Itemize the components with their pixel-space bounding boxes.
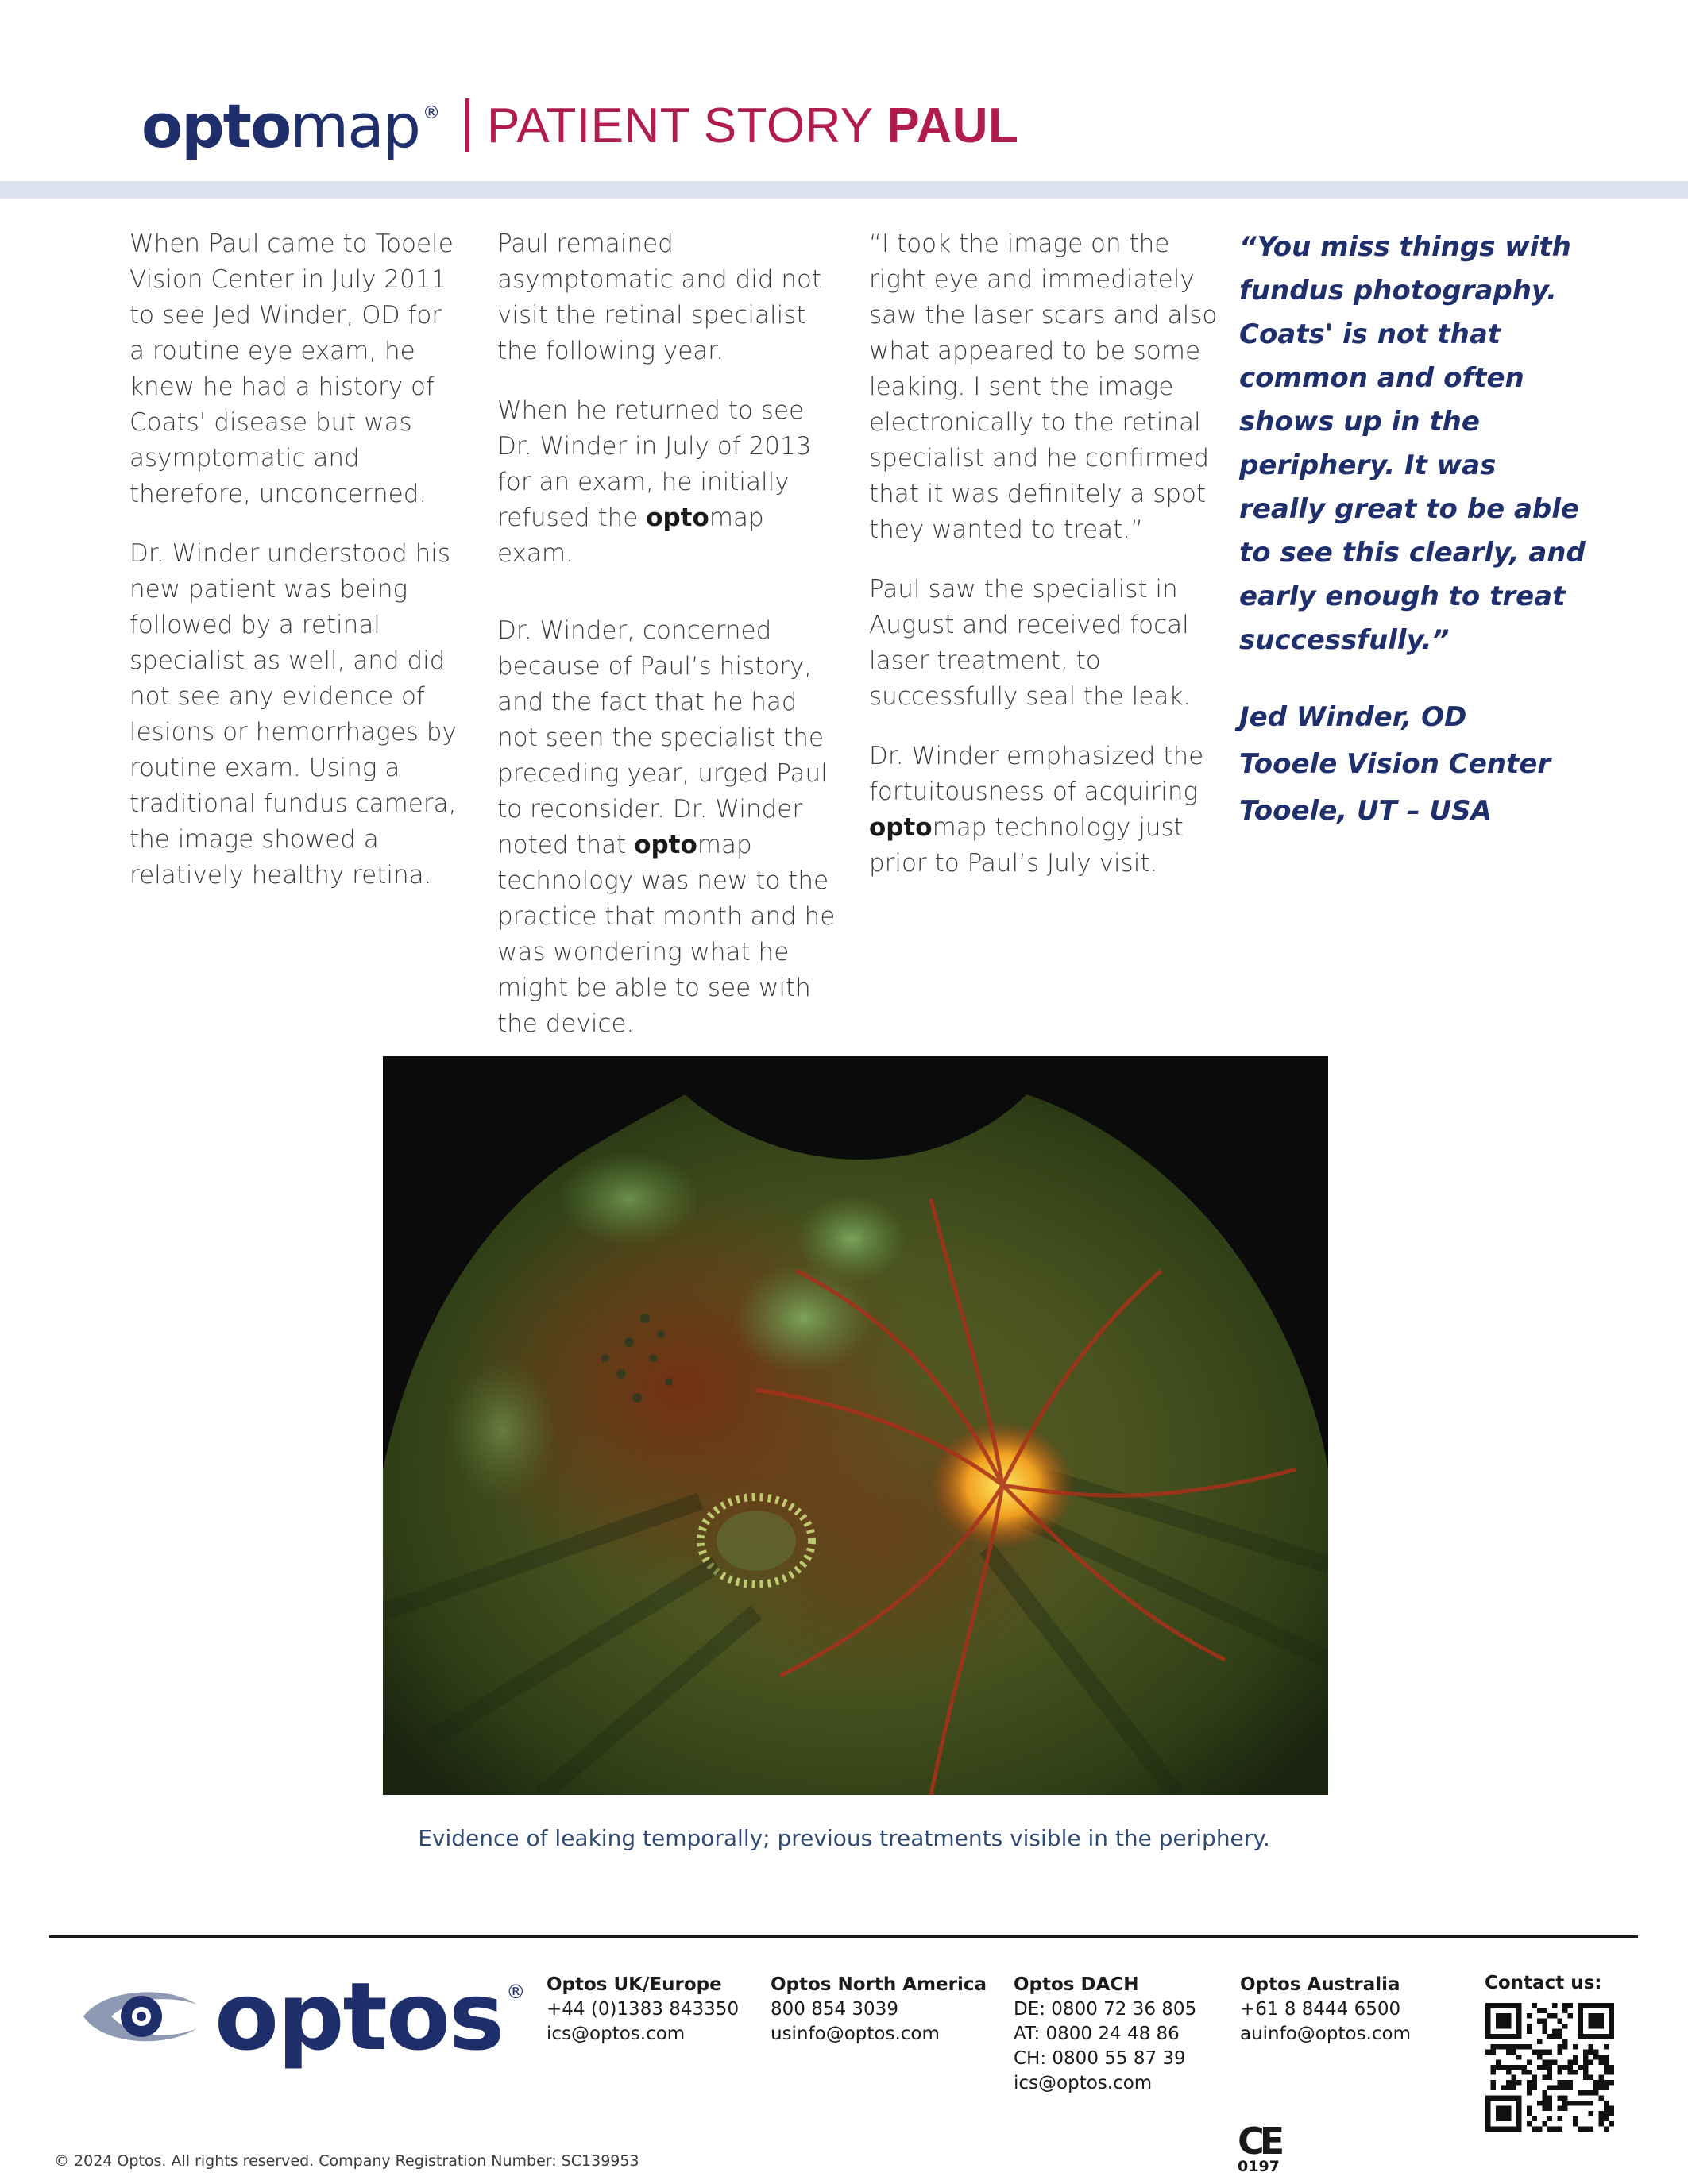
office-phone-at: AT: 0800 24 48 86 — [1014, 2024, 1180, 2044]
office-email: ics@optos.com — [1014, 2073, 1153, 2093]
optomap-logo — [141, 91, 438, 161]
col3-paragraph-1: “I took the image on the right eye and immediately saw the laser scars and also what appeared to be some leaking. I sent the image electronically to the retinal specialist and he confirmed that it was definitely a spot they wanted to treat.” — [869, 230, 1218, 544]
office-phone: 800 854 3039 — [771, 1999, 898, 2020]
office-dach — [1014, 1973, 1196, 2096]
office-email: ics@optos.com — [547, 2024, 686, 2044]
optomap-logo-regular: map — [290, 90, 420, 161]
col2-p2-text-end: map exam. — [497, 504, 764, 568]
footer-divider — [49, 1935, 1638, 1938]
col2-p3-brand: opto — [634, 831, 697, 859]
contact-label: Contact us: — [1485, 1973, 1602, 1993]
office-email: usinfo@optos.com — [771, 2024, 940, 2044]
col2-p2-brand: opto — [646, 504, 709, 532]
optos-registered-mark: ® — [506, 1981, 526, 2003]
col3-paragraph-2: Paul saw the specialist in August and received focal laser treatment, to successfully seal the leak. — [869, 575, 1192, 711]
eye-icon — [79, 1981, 199, 2052]
col3-p3-text: Dr. Winder emphasized the fortuitousness of acquiring — [869, 742, 1204, 806]
ce-mark-number: 0197 — [1238, 2158, 1280, 2175]
col2-p3-text-end: map technology was new to the practice that month and he was wondering what he might be able to see with the device. — [497, 831, 836, 1038]
office-title: Optos Australia — [1240, 1974, 1400, 1995]
retina-image-drawing — [383, 1056, 1328, 1795]
office-title: Optos UK/Europe — [547, 1974, 722, 1995]
col3-paragraph-3 — [869, 739, 1219, 882]
office-uk-europe — [547, 1973, 739, 2047]
header-band — [0, 181, 1688, 199]
office-phone-de: DE: 0800 72 36 805 — [1014, 1999, 1197, 2020]
story-column-3 — [869, 226, 1219, 905]
retina-image — [383, 1056, 1328, 1795]
page-title — [487, 98, 1018, 154]
header-divider — [465, 98, 469, 152]
col2-p2-text: When he returned to see Dr. Winder in July of 2013 for an exam, he initially refused the — [497, 396, 812, 532]
col2-p3-text: Dr. Winder, concerned because of Paul’s history, and the fact that he had not seen the specialist the preceding year, urged Paul to reconsider. Dr. Winder noted that — [497, 616, 828, 859]
qr-code-icon[interactable] — [1485, 2003, 1614, 2132]
office-australia — [1240, 1973, 1411, 2047]
story-column-1 — [129, 226, 463, 917]
attribution-name: Jed Winder, OD — [1239, 701, 1467, 733]
office-email: auinfo@optos.com — [1240, 2024, 1411, 2044]
col3-p3-brand: opto — [869, 813, 933, 842]
col2-paragraph-1: Paul remained asymptomatic and did not visit the retinal specialist the following year. — [497, 230, 822, 365]
quote-attribution — [1239, 694, 1605, 835]
story-column-2 — [497, 226, 839, 1066]
col1-paragraph-1: When Paul came to Tooele Vision Center in July 2011 to see Jed Winder, OD for a routine eye exam, he knew he had a history of Coats' disease but was asymptomatic and therefore, unconcerned. — [129, 230, 454, 508]
pull-quote: “You miss things with fundus photography. Coats' is not that common and often shows up in the periphery. It was really great to be able to see this clearly, and early enough to treat successfully.” — [1239, 231, 1586, 656]
optos-logo-text: optos — [214, 1962, 504, 2071]
col1-paragraph-2: Dr. Winder understood his new patient was being followed by a retinal specialist as well, and did not see any evidence of lesions or hemorrhages by routine exam. Using a traditional fundus camera, the image showed a relatively healthy retina. — [129, 539, 457, 889]
office-phone-ch: CH: 0800 55 87 39 — [1014, 2048, 1186, 2069]
page-header — [141, 86, 1018, 165]
office-title: Optos North America — [771, 1974, 987, 1995]
office-north-america — [771, 1973, 987, 2047]
attribution-practice: Tooele Vision Center — [1239, 748, 1551, 780]
optomap-logo-bold: opto — [141, 90, 291, 161]
office-title: Optos DACH — [1014, 1974, 1139, 1995]
ce-mark — [1238, 2120, 1280, 2175]
office-phone: +61 8 8444 6500 — [1240, 1999, 1401, 2020]
office-phone: +44 (0)1383 843350 — [547, 1999, 740, 2020]
page-title-prefix: PATIENT STORY — [487, 98, 887, 153]
page-title-name: PAUL — [886, 98, 1019, 153]
col2-paragraph-3 — [497, 613, 839, 1042]
col3-p3-text-end: map technology just prior to Paul’s July visit. — [869, 813, 1184, 878]
copyright-text: © 2024 Optos. All rights reserved. Company Registration Number: SC139953 — [54, 2152, 639, 2170]
image-caption: Evidence of leaking temporally; previous treatments visible in the periphery. — [418, 1825, 1270, 1851]
attribution-location: Tooele, UT – USA — [1239, 795, 1492, 827]
col2-paragraph-2 — [497, 393, 839, 572]
optos-logo — [79, 1962, 525, 2071]
ce-mark-symbol: CE — [1238, 2120, 1280, 2163]
optomap-registered-mark: ® — [423, 102, 439, 123]
